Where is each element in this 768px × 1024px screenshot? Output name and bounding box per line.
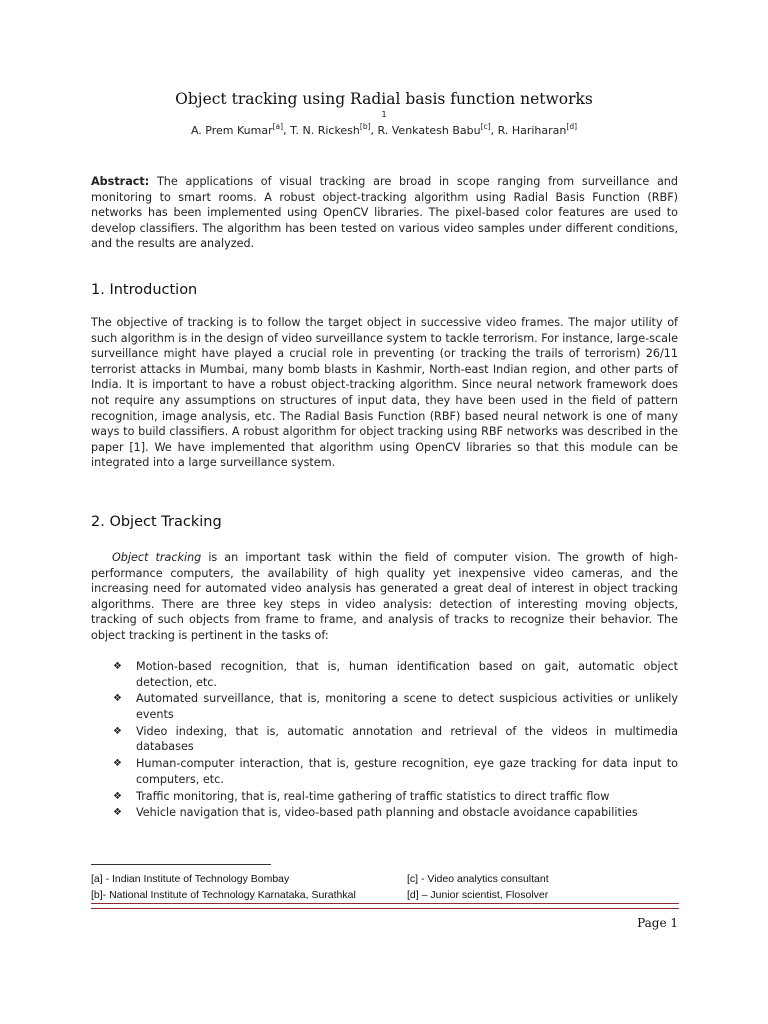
object-tracking-paragraph: [91, 550, 678, 644]
author-name: T. N. Rickesh: [290, 124, 360, 137]
list-item: ❖ Video indexing, that is, automatic annotation and retrieval of the videos in multimedia databases: [113, 724, 678, 754]
list-item: ❖ Vehicle navigation that is, video-based path planning and obstacle avoidance capabilities: [113, 806, 638, 820]
section-heading-object-tracking: 2. Object Tracking: [91, 514, 222, 530]
paper-title: Object tracking using Radial basis function networks: [175, 90, 593, 108]
diamond-bullet-icon: ❖: [113, 807, 122, 819]
author-line: A. Prem Kumar[a], T. N. Rickesh[b], R. Venkatesh Babu[c], R. Hariharan[d]: [190, 122, 578, 137]
abstract: [91, 174, 678, 252]
footnote-b: [b]- National Institute of Technology Karnataka, Surathkal: [91, 889, 356, 901]
footnote-a: [a] - Indian Institute of Technology Bombay: [91, 873, 290, 885]
diamond-bullet-icon: ❖: [113, 661, 122, 672]
abstract-label: Abstract:: [91, 175, 150, 188]
list-item: ❖ Traffic monitoring, that is, real-time gathering of traffic statistics to direct traffic flow: [113, 789, 610, 803]
emphasis-term: Object tracking: [112, 551, 202, 564]
author-affiliation: [a]: [272, 122, 284, 131]
page-footer-rule: [91, 903, 679, 909]
diamond-bullet-icon: ❖: [113, 693, 122, 705]
diamond-bullet-icon: ❖: [113, 758, 122, 770]
author-name: R. Hariharan: [497, 124, 567, 137]
footnote-d: [d] – Junior scientist, Flosolver: [407, 889, 549, 901]
list-item: ❖ Automated surveillance, that is, monitoring a scene to detect suspicious activities or unlikely events: [113, 692, 678, 721]
page-number: Page 1: [637, 916, 678, 930]
footnote-c: [c] - Video analytics consultant: [407, 873, 549, 885]
introduction-paragraph: The objective of tracking is to follow the target object in successive video frames. The major utility of such algorithm is in the design of video surveillance system to tackle terrorism. For instance, large-scale surveillance might have played a crucial role in preventing (or tracking the trails of terrorism) 26/11 terrorist attacks in Mumbai, many bomb blasts in Kashmir, North-east Indian region, and other parts of India. It is important to have a robust object-tracking algorithm. Since neural network framework does not require any assumptions on structures of input data, they have been used in the field of pattern recognition, image analysis, etc. The Radial Basis Function (RBF) based neural network is one of many ways to build classifiers. A robust algorithm for object tracking using RBF networks was described in the paper [1]. We have implemented that algorithm using OpenCV libraries so that this module can be integrated into a large surveillance system.: [91, 316, 678, 470]
list-item: ❖ Human-computer interaction, that is, gesture recognition, eye gaze tracking for data input to computers, etc.: [113, 757, 678, 786]
list-item: ❖ Motion-based recognition, that is, human identification based on gait, automatic object detection, etc.: [113, 660, 678, 689]
author-name: R. Venkatesh Babu: [377, 124, 481, 137]
author-affiliation: [b]: [359, 122, 371, 131]
footnote-separator: [91, 864, 271, 865]
author-affiliation: [d]: [566, 122, 578, 131]
author-name: A. Prem Kumar: [190, 124, 273, 137]
diamond-bullet-icon: ❖: [113, 790, 122, 802]
section-heading-introduction: 1. Introduction: [91, 282, 198, 298]
abstract-text: The applications of visual tracking are broad in scope ranging from surveillance and monitoring to smart rooms. A robust object-tracking algorithm using Radial Basis Function (RBF) networks has been implemented using OpenCV libraries. The pixel-based color features are used to develop classifiers. The algorithm has been tested on various video samples under different conditions, and the results are analyzed.: [91, 175, 678, 251]
task-bullet-list: [113, 659, 678, 822]
paragraph-text: is an important task within the field of computer vision. The growth of high-performance computers, the availability of high quality yet inexpensive video cameras, and the increasing need for automated video analysis has generated a great deal of interest in object tracking algorithms. There are three key steps in video analysis: detection of interesting moving objects, tracking of such objects from frame to frame, and analysis of tracks to recognize their behavior. The object tracking is pertinent in the tasks of:: [91, 551, 678, 642]
title-footnote-mark: 1: [381, 110, 387, 119]
author-affiliation: [c]: [480, 122, 491, 131]
diamond-bullet-icon: ❖: [113, 725, 122, 737]
